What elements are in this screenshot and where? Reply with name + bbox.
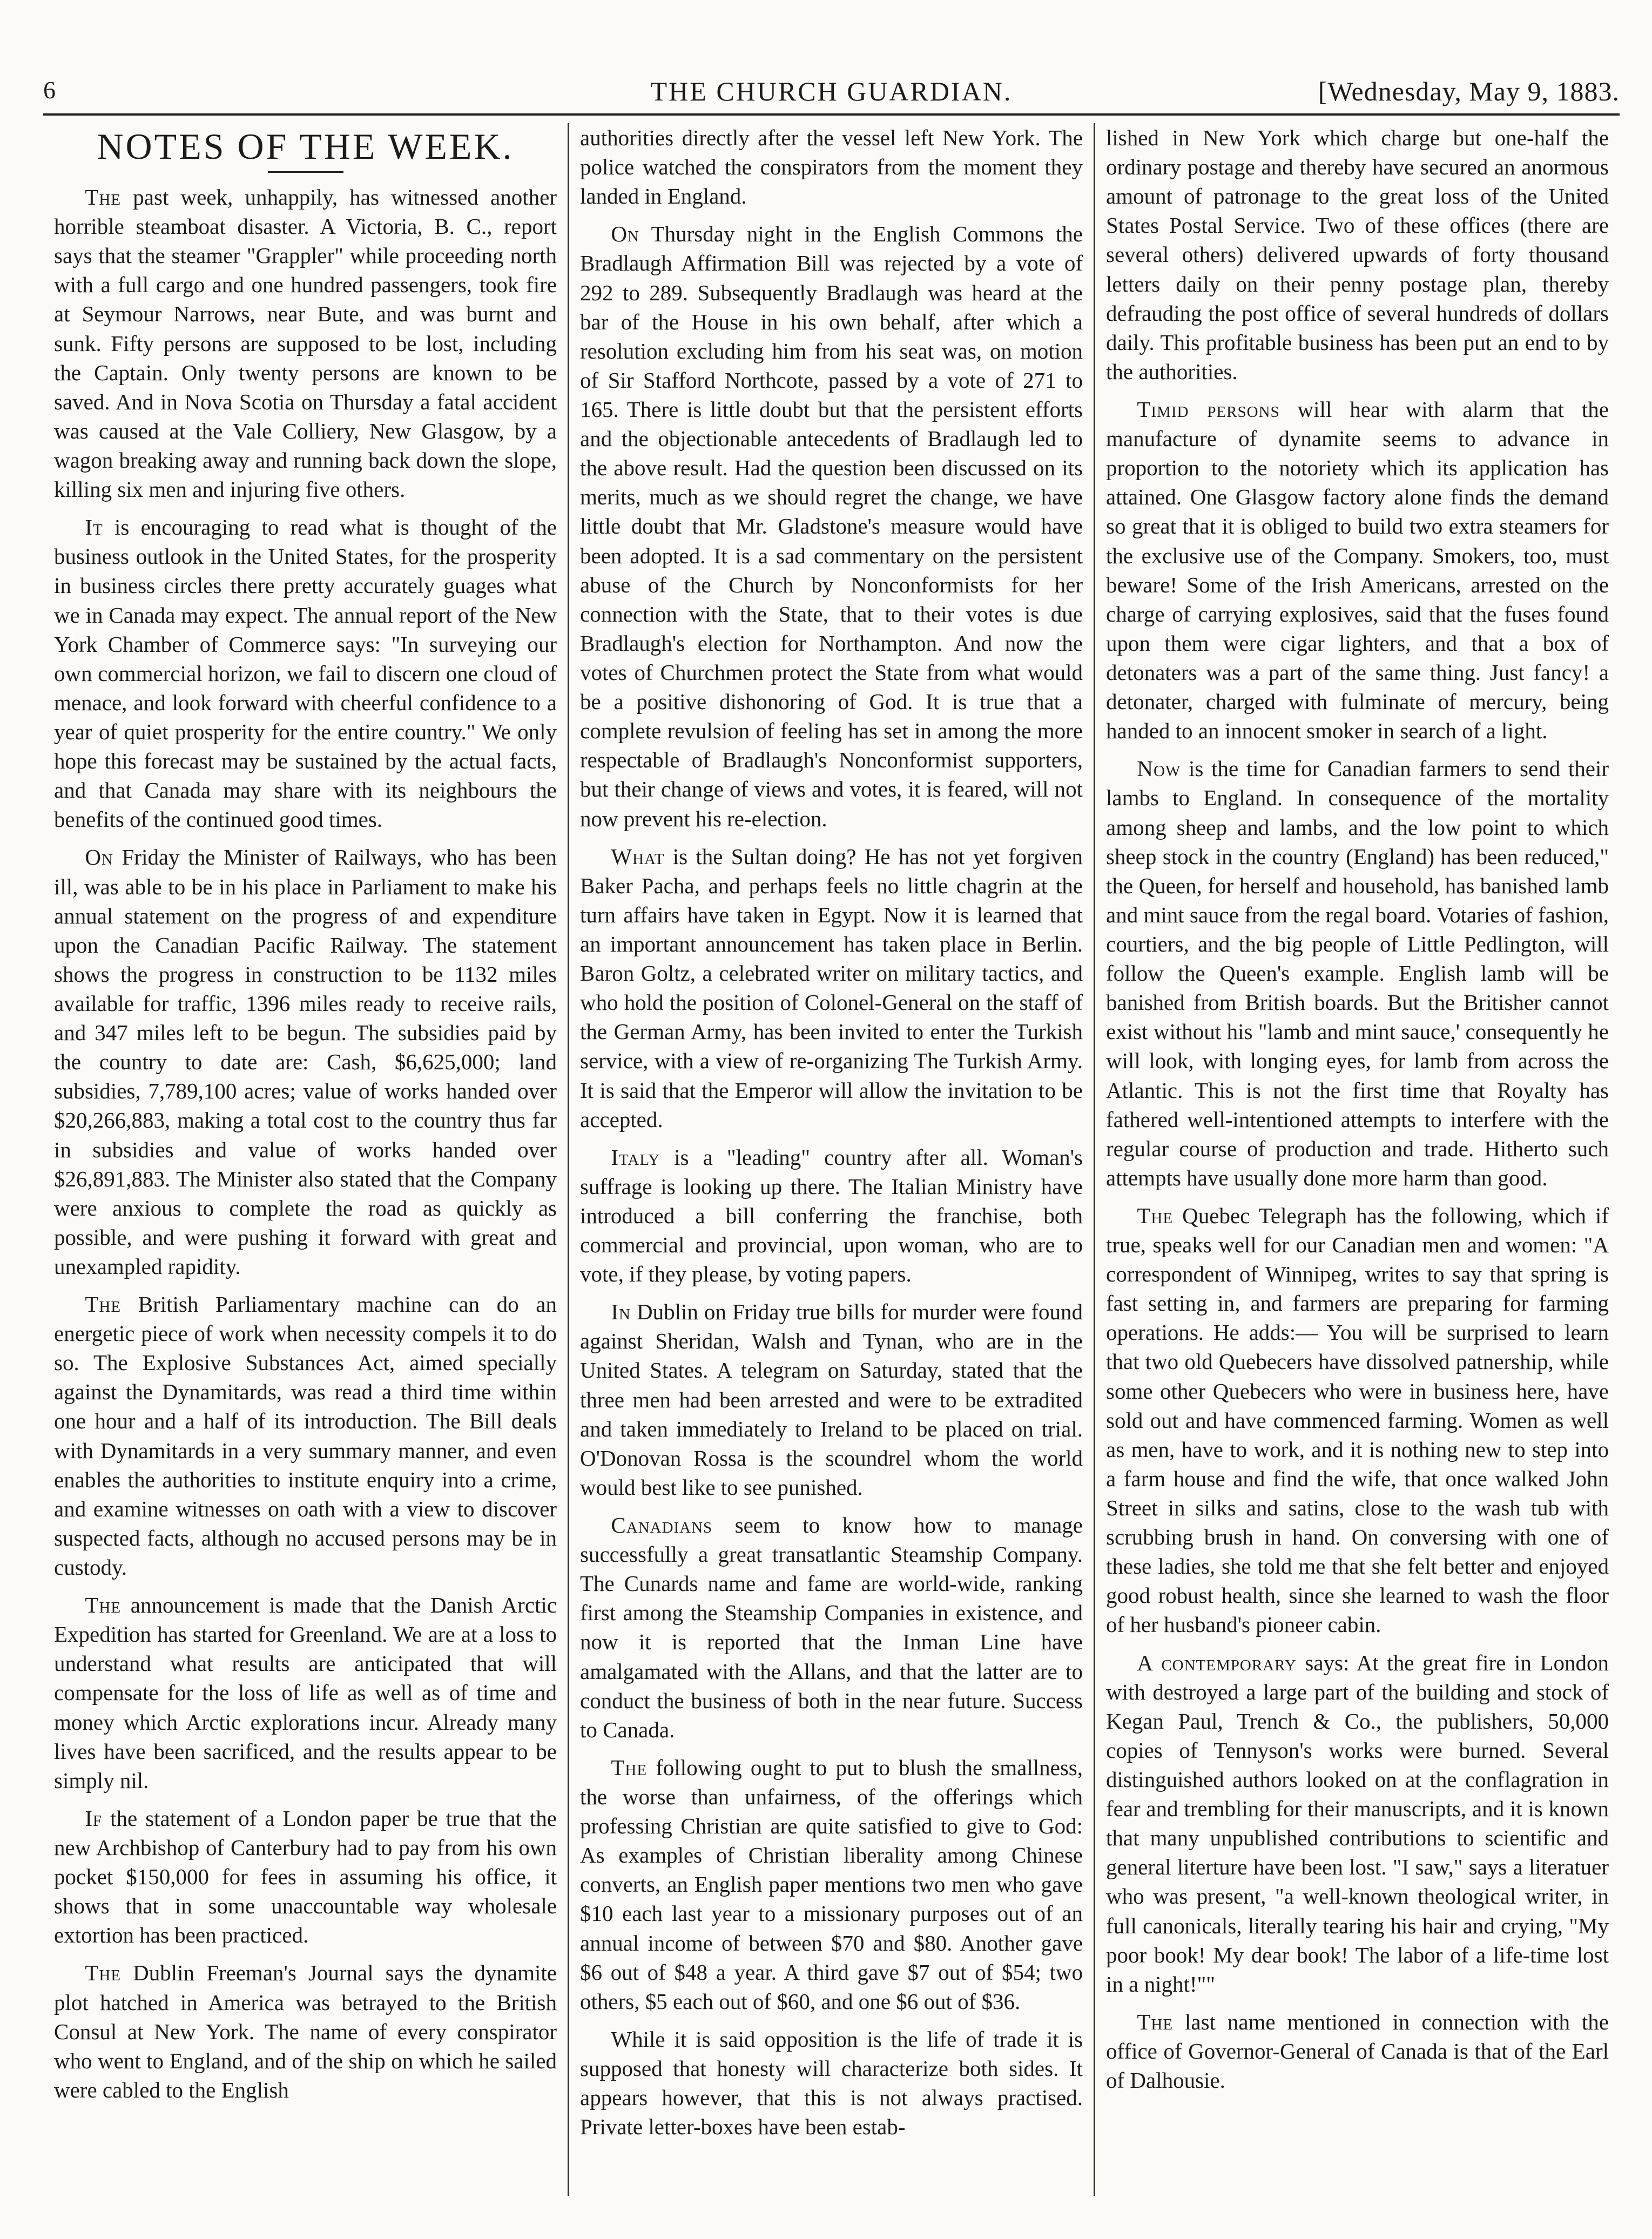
page-number: 6 <box>43 76 56 104</box>
paragraph-lead: The <box>1137 1203 1174 1228</box>
paragraph-text: authorities directly after the vessel left New York. The police watched the conspirators from the moment they landed in England. <box>580 125 1083 209</box>
issue-date: [Wednesday, May 9, 1883. <box>1318 76 1620 106</box>
article-paragraph <box>580 1753 1083 2016</box>
paragraph-lead: The <box>85 1960 122 1986</box>
article-paragraph <box>580 1510 1083 1744</box>
paragraph-text: lished in New York which charge but one-half the ordinary postage and thereby have secured an anormous amount of patronage to the great loss of the United States Postal Service. Two of these offices (there are several others) delivered upwards of forty thousand letters daily on their penny postage plan, thereby defrauding the post office of several hundreds of dollars daily. This profitable business has been put an end to by the authorities. <box>1106 125 1609 384</box>
article-paragraph <box>54 183 557 504</box>
article-paragraph <box>1106 1201 1609 1640</box>
paragraph-text: Friday the Minister of Railways, who has been ill, was able to be in his place in Parliament to make his annual statement on the progress of and expenditure upon the Canadian Pacific Railway. The statement shows the progress in construction to be 1132 miles available for traffic, 1396 miles ready to receive rails, and 347 miles left to be begun. The subsidies paid by the country to date are: Cash, $6,625,000; land subsidies, 7,789,100 acres; value of works handed over $20,266,883, making a total cost to the country thus far in subsidies and value of works handed over $26,891,883. The Minister also stated that the Company were anxious to complete the road as quickly as possible, and were pushing it forward with great and unexampled rapidity. <box>54 845 557 1279</box>
paragraph-lead: Now <box>1137 756 1181 781</box>
paragraph-text: is the time for Canadian farmers to send their lambs to England. In consequence of the mortality among sheep and lambs, and the low point to which sheep stock in the country (England) has been reduced," the Queen, for herself and household, has banished lamb and mint sauce from the regal board. Votaries of fashion, courtiers, and the big people of Little Pedlington, will follow the Queen's example. English lamb will be banished from British boards. But the Britisher cannot exist without his "lamb and mint sauce,' consequently he will look, with longing eyes, for lamb from across the Atlantic. This is not the first time that Royalty has fathered well-intentioned attempts to interfere with the regular course of production and trade. Hitherto such attempts have usually done more harm than good. <box>1106 756 1609 1190</box>
paragraph-lead: On <box>85 845 113 870</box>
paper-title: THE CHURCH GUARDIAN. <box>650 76 1013 106</box>
article-paragraph <box>54 1590 557 1795</box>
paragraph-text: British Parliamentary machine can do an energetic piece of work when necessity compels it to do so. The Explosive Substances Act, aimed specially against the Dynamitards, was read a third time within one hour and a half of its introduction. The Bill deals with Dynamitards in a very summary manner, and even enables the authorities to institute enquiry into a crime, and examine witnesses on oath with a view to discover suspected facts, although no accused persons may be in custody. <box>54 1292 557 1580</box>
article-paragraph <box>54 1958 557 2105</box>
paragraph-text: Thursday night in the English Commons the Bradlaugh Affirmation Bill was rejected by a vote of 292 to 289. Subsequently Bradlaugh was heard at the bar of the House in his own behalf, after which a resolution excluding him from his seat was, on motion of Sir Stafford Northcote, passed by a vote of 271 to 165. There is little doubt but that the persistent efforts and the objectionable antecedents of Bradlaugh led to the above result. Had the question been discussed on its merits, much as we should regret the change, we have little doubt that Mr. Gladstone's measure would have been adopted. It is a sad commentary on the persistent abuse of the Church by Nonconformists for her connection with the State, that to their votes is due Bradlaugh's election for Northampton. And now the votes of Churchmen protect the State from what would be a positive dishonoring of God. It is true that a complete revulsion of feeling has set in among the more respectable of Bradlaugh's Nonconformist supporters, but their change of views and votes, it is feared, will not now prevent his re-election. <box>580 221 1083 831</box>
article-paragraph <box>580 123 1083 211</box>
paragraph-lead: The <box>85 1292 122 1317</box>
column-1 <box>43 123 568 2196</box>
paragraph-text: is encouraging to read what is thought of the business outlook in the United States, for the prosperity in business circles there pretty accurately guages what we in Canada may expect. The annual report of the New York Chamber of Commerce says: "In surveying our own commercial horizon, we fail to discern one cloud of menace, and look forward with cheerful confidence to a year of quiet prosperity for the entire country." We only hope this forecast may be sustained by the actual facts, and that Canada may share with its neighbours the benefits of the continued good times. <box>54 515 557 832</box>
paragraph-text: announcement is made that the Danish Arctic Expedition has started for Greenland. We are at a loss to understand what results are anticipated that will compensate for the loss of life as well as of time and money which Arctic explorations incur. Already many lives have been sacrificed, and the results appear to be simply nil. <box>54 1593 557 1793</box>
article-paragraph <box>54 842 557 1281</box>
paragraph-lead: Canadians <box>611 1513 713 1538</box>
paragraph-text: is the Sultan doing? He has not yet forgiven Baker Pacha, and perhaps feels no little chagrin at the turn affairs have taken in Egypt. Now it is learned that an important announcement has taken place in Berlin. Baron Goltz, a celebrated writer on military tactics, and who hold the position of Colonel-General on the staff of the German Army, has been invited to enter the Turkish service, with a view of re-organizing The Turkish Army. It is said that the Emperor will allow the invitation to be accepted. <box>580 844 1083 1132</box>
paragraph-text: the statement of a London paper be true that the new Archbishop of Canterbury had to pay from his own pocket $150,000 for fees in assuming his office, it shows that in some unaccountable way wholesale extortion has been practiced. <box>54 1805 557 1948</box>
paragraph-text: Dublin on Friday true bills for murder were found against Sheridan, Walsh and Tynan, who are in the United States. A telegram on Saturday, stated that the three men had been arrested and were to be extradited and taken immediately to Ireland to be placed on trial. O'Donovan Rossa is the scoundrel whom the world would best like to see punished. <box>580 1299 1083 1500</box>
paragraph-lead: What <box>611 844 665 869</box>
paragraph-lead: The <box>611 1755 648 1780</box>
paragraph-text: seem to know how to manage successfully a great transatlantic Steamship Company. The Cunards name and fame are world-wide, ranking first among the Steamship Companies in existence, and now it is reported that the Inman Line have amalgamated with the Allans, and that the latter are to conduct the business of both in the near future. Success to Canada. <box>580 1513 1083 1742</box>
columns <box>43 123 1620 2196</box>
paragraph-text: is a "leading" country after all. Woman's suffrage is looking up there. The Italian Ministry have introduced a bill conferring the franchise, both commercial and provincial, upon woman, who are to vote, if they please, by voting papers. <box>580 1144 1083 1287</box>
paragraph-text: last name mentioned in connection with the office of Governor-General of Canada is that of the Earl of Dalhousie. <box>1106 2009 1609 2093</box>
article-paragraph <box>1106 754 1609 1192</box>
paragraph-text: following ought to put to blush the smallness, the worse than unfairness, of the offerings which professing Christian are quite satisfied to give to God: As examples of Christian liberality among Chinese converts, an English paper mentions two men who gave $10 each last year to a missionary purposes out of an annual income of between $70 and $80. Another gave $6 out of $48 a year. A third gave $7 out of $54; two others, $5 each out of $60, and one $6 out of $36. <box>580 1755 1083 2014</box>
article-paragraph <box>54 1290 557 1582</box>
paragraph-lead: Timid persons <box>1137 396 1280 422</box>
paragraph-text: Quebec Telegraph has the following, which if true, speaks well for our Canadian men and women: "A correspondent of Winnipeg, writes to say that spring is fast setting in, and farmers are preparing for farming operations. He adds:— You will be surprised to learn that two old Quebecers have dissolved patnership, while some other Quebecers who were in business here, have sold out and have commenced farming. Women as well as men, have to work, and it is nothing new to step into a farm house and find the wife, that once walked John Street in silks and satins, close to the wash tub with scrubbing brush in hand. On conversing with one of these ladies, she told me that she felt better and enjoyed good robust health, since she learned to wash the floor of her husband's pioneer cabin. <box>1106 1203 1609 1637</box>
header-rule <box>43 113 1620 116</box>
paragraph-text: Dublin Freeman's Journal says the dynamite plot hatched in America was betrayed to the British Consul at New York. The name of every conspirator who went to England, and of the ship on which he sailed were cabled to the English <box>54 1960 557 2102</box>
column-2 <box>568 123 1094 2196</box>
paragraph-lead: The <box>85 185 122 210</box>
paragraph-lead: Italy <box>611 1144 660 1170</box>
paragraph-lead: It <box>85 515 103 540</box>
article-paragraph <box>54 1804 557 1950</box>
article-paragraph <box>1106 123 1609 386</box>
page-header <box>43 76 1620 113</box>
paragraph-text: says: At the great fire in London with destroyed a large part of the building and stock of Kegan Paul, Trench & Co., the publishers, 50,000 copies of Tennyson's works were burned. Several distinguished authors looked on at the conflagration in fear and trembling for their manuscripts, and it is known that many unpublished contributions to scientific and general literture have been lost. "I saw," says a literatuer who was present, "a well-known theological writer, in full canonicals, literally tearing his hair and crying, "My poor book! My dear book! The labor of a life-time lost in a night!"" <box>1106 1650 1609 1997</box>
paragraph-text: While it is said opposition is the life of trade it is supposed that honesty will characterize both sides. It appears however, that this is not always practised. Private letter-boxes have been estab- <box>580 2026 1083 2140</box>
column-3 <box>1094 123 1620 2196</box>
section-title: NOTES OF THE WEEK. <box>97 126 514 167</box>
article-paragraph <box>580 1143 1083 1289</box>
article-paragraph <box>580 2025 1083 2141</box>
article-paragraph <box>580 842 1083 1134</box>
article-paragraph <box>54 512 557 834</box>
paragraph-lead: The <box>85 1593 122 1618</box>
paragraph-lead: The <box>1137 2009 1174 2034</box>
section-title-rule <box>268 171 343 173</box>
article-paragraph <box>580 1297 1083 1502</box>
paragraph-lead: On <box>611 221 639 247</box>
paragraph-lead: If <box>85 1805 103 1831</box>
article-paragraph <box>580 219 1083 833</box>
paragraph-lead: A contemporary <box>1137 1650 1297 1675</box>
article-paragraph <box>1106 2007 1609 2095</box>
paragraph-text: past week, unhappily, has witnessed another horrible steamboat disaster. A Victoria, B. C., report says that the steamer "Grappler" while proceeding north with a full cargo and one hundred passengers, took fire at Seymour Narrows, near Bute, and was burnt and sunk. Fifty persons are supposed to be lost, including the Captain. Only twenty persons are known to be saved. And in Nova Scotia on Thursday a fatal accident was caused at the Vale Colliery, New Glasgow, by a wagon breaking away and running back down the slope, killing six men and injuring five others. <box>54 185 557 502</box>
paragraph-text: will hear with alarm that the manufacture of dynamite seems to advance in proportion to the notoriety which its application has attained. One Glasgow factory alone finds the demand so great that it is obliged to build two extra steamers for the exclusive use of the Company. Smokers, too, must beware! Some of the Irish Americans, arrested on the charge of carrying explosives, said that the fuses found upon them were cigar lighters, and that a box of detonaters was a part of the same thing. Just fancy! a detonater, charged with fulminate of mercury, being handed to an innocent smoker in search of a light. <box>1106 396 1609 744</box>
article-paragraph <box>1106 1648 1609 1999</box>
article-paragraph <box>1106 395 1609 745</box>
paragraph-lead: In <box>611 1299 631 1325</box>
